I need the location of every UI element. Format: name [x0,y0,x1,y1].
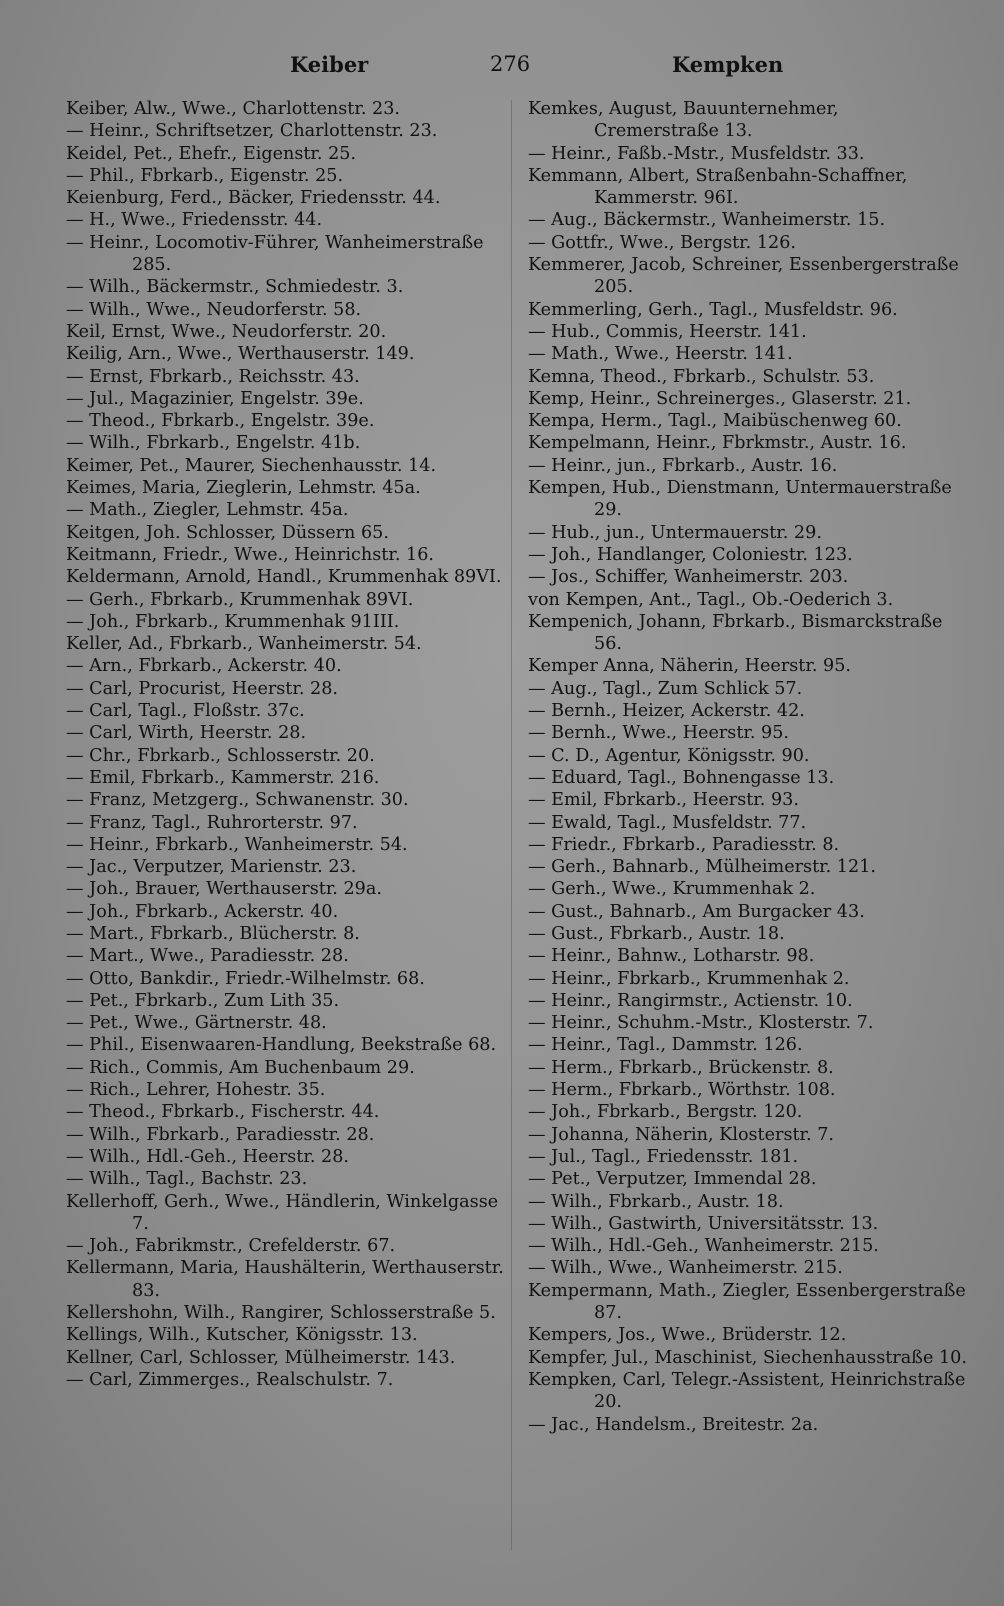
directory-entry: — Gust., Fbrkarb., Austr. 18. [528,923,785,944]
directory-entry: — Wilh., Hdl.-Geh., Wanheimerstr. 215. [528,1236,879,1257]
directory-entry: — Pet., Fbrkarb., Zum Lith 35. [66,990,340,1011]
directory-entry: — Jac., Verputzer, Marienstr. 23. [66,857,357,878]
directory-entry: — Pet., Wwe., Gärtnerstr. 48. [66,1013,327,1034]
directory-entry: Kellner, Carl, Schlosser, Mülheimerstr. 143. [66,1347,456,1368]
directory-entry: — Heinr., Fbrkarb., Wanheimerstr. 54. [66,834,408,855]
directory-entry: — Wilh., Hdl.-Geh., Heerstr. 28. [66,1146,349,1167]
directory-entry: — Emil, Fbrkarb., Heerstr. 93. [528,790,799,811]
directory-entry: — Joh., Brauer, Werthauserstr. 29a. [66,879,382,900]
directory-entry: — Mart., Wwe., Paradiesstr. 28. [66,946,349,967]
directory-entry: — Joh., Fbrkarb., Ackerstr. 40. [66,901,339,922]
directory-entry: — Jos., Schiffer, Wanheimerstr. 203. [528,567,849,588]
directory-entry: — Carl, Procurist, Heerstr. 28. [66,678,339,699]
directory-entry: — Pet., Verputzer, Immendal 28. [528,1169,817,1190]
directory-entry: — Eduard, Tagl., Bohnengasse 13. [528,767,835,788]
directory-entry: Keller, Ad., Fbrkarb., Wanheimerstr. 54. [66,634,422,655]
directory-entry: — Mart., Fbrkarb., Blücherstr. 8. [66,923,360,944]
directory-entry: — Franz, Metzgerg., Schwanenstr. 30. [66,790,409,811]
directory-entry: Keidel, Pet., Ehefr., Eigenstr. 25. [66,143,357,164]
directory-entry: — Heinr., Bahnw., Lotharstr. 98. [528,946,815,967]
directory-entry: — Wilh., Fbrkarb., Engelstr. 41b. [66,433,361,454]
directory-entry: — Rich., Commis, Am Buchenbaum 29. [66,1057,415,1078]
directory-entry: — Wilh., Gastwirth, Universitätsstr. 13. [528,1213,879,1234]
directory-entry: — Carl, Tagl., Floßstr. 37c. [66,701,305,722]
directory-entry: — Gerh., Fbrkarb., Krummenhak 89VI. [66,589,414,610]
directory-entry: — Bernh., Heizer, Ackerstr. 42. [528,701,805,722]
directory-entry: Keimer, Pet., Maurer, Siechenhausstr. 14. [66,455,437,476]
directory-entry: Keldermann, Arnold, Handl., Krummenhak 89VI. [66,567,502,588]
directory-entry: — Gust., Bahnarb., Am Burgacker 43. [528,901,865,922]
directory-entry: — Franz, Tagl., Ruhrorterstr. 97. [66,812,358,833]
directory-entry: Keimes, Maria, Zieglerin, Lehmstr. 45a. [66,478,421,499]
directory-entry: — Jac., Handelsm., Breitestr. 2a. [528,1414,819,1435]
directory-entry: — Jul., Magazinier, Engelstr. 39e. [66,388,364,409]
directory-entry: — Math., Ziegler, Lehmstr. 45a. [66,500,349,521]
directory-entry: — Heinr., Schriftsetzer, Charlottenstr. 23. [66,121,438,142]
directory-entry: Kempenich, Johann, Fbrkarb., Bismarckstraße 56. [528,611,943,655]
directory-entry: — Ernst, Fbrkarb., Reichsstr. 43. [66,366,360,387]
directory-entry: — Wilh., Wwe., Neudorferstr. 58. [66,299,362,320]
header-right-name: Kempken [672,52,784,77]
directory-entry: — Otto, Bankdir., Friedr.-Wilhelmstr. 68. [66,968,425,989]
directory-entry: — Johanna, Näherin, Klosterstr. 7. [528,1124,834,1145]
directory-entry: Kellerhoff, Gerh., Wwe., Händlerin, Winkelgasse 7. [66,1191,499,1234]
directory-entry: Keilig, Arn., Wwe., Werthauserstr. 149. [66,344,415,365]
directory-entry: Keitgen, Joh. Schlosser, Düssern 65. [66,522,389,543]
directory-entry: Keiber, Alw., Wwe., Charlottenstr. 23. [66,99,400,119]
directory-entry: — Gerh., Bahnarb., Mülheimerstr. 121. [528,857,876,878]
directory-entry: — Heinr., Rangirmstr., Actienstr. 10. [528,990,853,1011]
directory-entry: — Joh., Fbrkarb., Krummenhak 91III. [66,611,400,632]
directory-entry: — Wilh., Fbrkarb., Austr. 18. [528,1191,784,1212]
directory-entry: — Theod., Fbrkarb., Fischerstr. 44. [66,1102,380,1123]
directory-entry: Keitmann, Friedr., Wwe., Heinrichstr. 16. [66,544,434,565]
directory-entry: — Gerh., Wwe., Krummenhak 2. [528,879,816,900]
directory-entry: Kemp, Heinr., Schreinerges., Glaserstr. 21. [528,388,912,409]
directory-entry: Kemna, Theod., Fbrkarb., Schulstr. 53. [528,366,875,387]
directory-entry: — Carl, Zimmerges., Realschulstr. 7. [66,1369,394,1390]
directory-entry: — Arn., Fbrkarb., Ackerstr. 40. [66,656,342,677]
directory-entry: — Ewald, Tagl., Musfeldstr. 77. [528,812,807,833]
page-header [0,52,1004,88]
directory-entry: — Phil., Fbrkarb., Eigenstr. 25. [66,165,344,186]
directory-entry: — Wilh., Tagl., Bachstr. 23. [66,1169,308,1190]
directory-entry: — Friedr., Fbrkarb., Paradiesstr. 8. [528,834,840,855]
directory-entry: — Wilh., Bäckermstr., Schmiedestr. 3. [66,277,404,298]
directory-entry: Kempken, Carl, Telegr.-Assistent, Heinrichstraße 20. [528,1369,966,1413]
directory-entry: Kempen, Hub., Dienstmann, Untermauerstraße 29. [528,478,952,521]
directory-entry: — Herm., Fbrkarb., Brückenstr. 8. [528,1057,834,1078]
directory-entry: Kemmerer, Jacob, Schreiner, Essenbergerstraße 205. [528,255,959,298]
directory-entry: — Joh., Fabrikmstr., Crefelderstr. 67. [66,1236,396,1257]
directory-entry: — Bernh., Wwe., Heerstr. 95. [528,723,790,744]
directory-entry: — C. D., Agentur, Königsstr. 90. [528,745,810,766]
directory-entry: Kellermann, Maria, Haushälterin, Werthauserstr. 83. [66,1258,504,1301]
directory-entry: — Joh., Fbrkarb., Bergstr. 120. [528,1102,803,1123]
right-column [528,98,968,1436]
directory-entry: — Math., Wwe., Heerstr. 141. [528,344,793,365]
directory-entry: Kemmerling, Gerh., Tagl., Musfeldstr. 96. [528,299,898,320]
directory-entry: — Heinr., Faßb.-Mstr., Musfeldstr. 33. [528,143,865,164]
header-left-name: Keiber [290,52,369,77]
directory-entry: Kempelmann, Heinr., Fbrkmstr., Austr. 16. [528,433,907,454]
directory-entry: Kemper Anna, Näherin, Heerstr. 95. [528,656,851,677]
left-column [66,98,506,1391]
directory-entry: — Heinr., Tagl., Dammstr. 126. [528,1035,803,1056]
directory-entry: — Theod., Fbrkarb., Engelstr. 39e. [66,411,375,432]
directory-entry: — Hub., Commis, Heerstr. 141. [528,321,807,342]
directory-entry: — Gottfr., Wwe., Bergstr. 126. [528,232,797,253]
directory-entry: Kemkes, August, Bauunternehmer, Cremerstraße 13. [528,99,839,142]
directory-entry: — Heinr., Fbrkarb., Krummenhak 2. [528,968,850,989]
directory-entry: Kempa, Herm., Tagl., Maibüschenweg 60. [528,411,902,432]
directory-entry: von Kempen, Ant., Tagl., Ob.-Oederich 3. [528,589,894,610]
directory-entry: — Rich., Lehrer, Hohestr. 35. [66,1080,326,1101]
directory-entry: Kemmann, Albert, Straßenbahn-Schaffner, Kammerstr. 96I. [528,165,908,209]
directory-entry: — Herm., Fbrkarb., Wörthstr. 108. [528,1080,836,1101]
column-divider [511,100,512,1550]
directory-entry: — Heinr., Schuhm.-Mstr., Klosterstr. 7. [528,1013,874,1034]
directory-entry: — Heinr., jun., Fbrkarb., Austr. 16. [528,455,838,476]
directory-entry: — Carl, Wirth, Heerstr. 28. [66,723,307,744]
directory-entry: — Phil., Eisenwaaren-Handlung, Beekstraße 68. [66,1035,497,1056]
directory-entry: Kellershohn, Wilh., Rangirer, Schlosserstraße 5. [66,1303,496,1324]
directory-entry: — Jul., Tagl., Friedensstr. 181. [528,1146,799,1167]
directory-entry: — Wilh., Wwe., Wanheimerstr. 215. [528,1258,843,1279]
directory-entry: Kempers, Jos., Wwe., Brüderstr. 12. [528,1325,847,1346]
page-number: 276 [490,52,531,76]
directory-entry: — Aug., Tagl., Zum Schlick 57. [528,678,803,699]
directory-entry: Kellings, Wilh., Kutscher, Königsstr. 13. [66,1325,418,1346]
directory-entry: — Emil, Fbrkarb., Kammerstr. 216. [66,767,380,788]
directory-entry: — H., Wwe., Friedensstr. 44. [66,210,323,231]
directory-entry: — Wilh., Fbrkarb., Paradiesstr. 28. [66,1124,375,1145]
directory-entry: — Hub., jun., Untermauerstr. 29. [528,522,822,543]
directory-entry: — Heinr., Locomotiv-Führer, Wanheimerstraße 285. [66,232,484,276]
directory-entry: — Chr., Fbrkarb., Schlosserstr. 20. [66,745,375,766]
directory-entry: Keil, Ernst, Wwe., Neudorferstr. 20. [66,321,387,342]
directory-entry: Kempermann, Math., Ziegler, Essenbergerstraße 87. [528,1280,966,1324]
directory-entry: — Aug., Bäckermstr., Wanheimerstr. 15. [528,210,886,231]
directory-entry: Kempfer, Jul., Maschinist, Siechenhausstraße 10. [528,1347,967,1368]
directory-entry: — Joh., Handlanger, Coloniestr. 123. [528,544,853,565]
directory-entry: Keienburg, Ferd., Bäcker, Friedensstr. 44. [66,188,441,209]
